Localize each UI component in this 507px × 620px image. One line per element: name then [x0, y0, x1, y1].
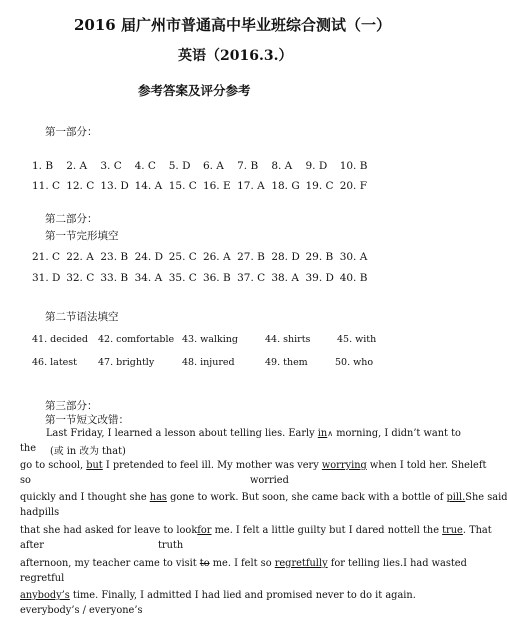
- passage-text: morning, I didn’t want to: [333, 428, 461, 439]
- passage-text: that she had asked for leave to look: [20, 525, 198, 536]
- grammar-item: 44. shirts: [265, 334, 311, 345]
- answer-item: 26. A: [202, 251, 231, 263]
- error-word: but: [86, 460, 103, 471]
- answer-item: 3. C: [100, 160, 122, 172]
- answer-item: 4. C: [134, 160, 156, 172]
- answer-item: 23. B: [100, 251, 129, 263]
- error-word: pill.: [446, 492, 466, 503]
- passage-line-4: [20, 525, 492, 536]
- grammar-item: 43. walking: [182, 334, 238, 345]
- correction-3a: hadpills: [20, 507, 60, 518]
- grammar-item: 50. who: [335, 357, 374, 368]
- answer-item: 12. C: [66, 180, 95, 192]
- part2-label: 第二部分：: [45, 213, 98, 225]
- answer-item: 29. B: [305, 251, 334, 263]
- passage-line-1: [46, 428, 461, 439]
- answer-item: 8. A: [271, 160, 293, 172]
- answer-item: 32. C: [66, 272, 95, 284]
- answer-item: 30. A: [339, 251, 368, 263]
- error-word: in: [317, 428, 328, 439]
- answer-item: 10. B: [339, 160, 368, 172]
- grammar-item: 41. decided: [32, 334, 88, 345]
- part3-label: 第三部分：: [45, 400, 98, 412]
- answer-item: 33. B: [100, 272, 129, 284]
- answer-item: 15. C: [168, 180, 197, 192]
- passage-text: Last Friday, I learned a lesson about telling lies. Early: [46, 428, 318, 439]
- answer-item: 11. C: [32, 180, 61, 192]
- correction-2b: worried: [250, 475, 289, 486]
- part1-row2: [32, 180, 374, 192]
- answer-item: 36. B: [202, 272, 231, 284]
- answer-item: 25. C: [168, 251, 197, 263]
- passage-text: I pretended to feel ill. My mother was very: [102, 460, 322, 471]
- grammar-item: 48. injured: [182, 357, 235, 368]
- passage-text: go to school,: [20, 460, 87, 471]
- answer-item: 31. D: [32, 272, 61, 284]
- passage-text: time. Finally, I admitted I had lied and promised never to do it again.: [69, 590, 416, 601]
- answer-item: 2. A: [66, 160, 88, 172]
- answer-item: 34. A: [134, 272, 163, 284]
- answer-item: 28. D: [271, 251, 300, 263]
- answer-item: 14. A: [134, 180, 163, 192]
- error-word: has: [149, 492, 167, 503]
- grammar-item: 49. them: [265, 357, 308, 368]
- part2-section2-label: 第二节语法填空: [45, 311, 119, 323]
- answer-item: 6. A: [202, 160, 224, 172]
- answer-item: 1. B: [32, 160, 54, 172]
- answer-item: 37. C: [237, 272, 266, 284]
- insert-mark: ∧: [327, 429, 334, 438]
- passage-line-3: [20, 492, 507, 503]
- passage-line-2: [20, 460, 486, 471]
- answer-item: 17. A: [237, 180, 265, 192]
- answer-item: 38. A: [271, 272, 299, 284]
- answer-item: 40. B: [339, 272, 368, 284]
- answer-item: 39. D: [305, 272, 334, 284]
- answer-item: 22. A: [66, 251, 94, 263]
- passage-text: for telling lies.I had wasted: [327, 558, 467, 569]
- error-word: anybody’s: [20, 590, 70, 601]
- passage-text: She said: [465, 492, 507, 503]
- part1-label: 第一部分：: [45, 126, 98, 138]
- part1-row1: [32, 160, 374, 172]
- correction-6a: everybody’s / everyone’s: [20, 605, 143, 616]
- answer-item: 19. C: [305, 180, 334, 192]
- passage-text: quickly and I thought she: [20, 492, 150, 503]
- answer-item: 35. C: [168, 272, 197, 284]
- answer-item: 18. G: [271, 180, 300, 192]
- correction-4b: truth: [158, 540, 184, 551]
- grammar-item: 47. brightly: [98, 357, 155, 368]
- part2-row2: [32, 272, 374, 284]
- correction-2a: so: [20, 475, 31, 486]
- part3-section1-label: 第一节短文改错：: [45, 414, 129, 426]
- correction-1a: the: [20, 443, 37, 454]
- passage-text: me. I felt a little guilty but I dared nottell the: [211, 525, 443, 536]
- correction-4a: after: [20, 540, 44, 551]
- grammar-item: 46. latest: [32, 357, 77, 368]
- answer-item: 27. B: [237, 251, 265, 263]
- answer-item: 5. D: [168, 160, 191, 172]
- error-word: true: [442, 525, 463, 536]
- answer-item: 16. E: [202, 180, 231, 192]
- passage-text: afternoon, my teacher came to visit: [20, 558, 200, 569]
- answer-item: 21. C: [32, 251, 61, 263]
- answer-item: 20. F: [339, 180, 368, 192]
- grammar-item: 42. comfortable: [98, 334, 175, 345]
- passage-text: . That: [462, 525, 492, 536]
- answer-item: 7. B: [237, 160, 259, 172]
- part2-row1: [32, 251, 374, 263]
- correction-5a: regretful: [20, 573, 65, 584]
- answer-item: 9. D: [305, 160, 328, 172]
- document-title: 2016 届广州市普通高中毕业班综合测试（一）: [74, 16, 391, 34]
- passage-text: when I told her. Sheleft: [366, 460, 487, 471]
- answer-item: 24. D: [134, 251, 164, 263]
- subject-title: 英语（2016.3.）: [178, 48, 293, 64]
- answer-key-subtitle: 参考答案及评分参考: [138, 83, 251, 98]
- passage-line-6: [20, 590, 416, 601]
- deleted-word: to: [199, 558, 210, 569]
- error-word: for: [197, 525, 212, 536]
- grammar-item: 45. with: [337, 334, 377, 345]
- correction-1b: (或 in 改为 that): [50, 446, 126, 457]
- passage-line-5: [20, 558, 467, 569]
- error-word: regretfully: [274, 558, 328, 569]
- answer-item: 13. D: [100, 180, 129, 192]
- passage-text: gone to work. But soon, she came back with a bottle of: [166, 492, 447, 503]
- error-word: worrying: [321, 460, 367, 471]
- part2-section1-label: 第一节完形填空: [45, 230, 119, 242]
- passage-text: me. I felt so: [209, 558, 275, 569]
